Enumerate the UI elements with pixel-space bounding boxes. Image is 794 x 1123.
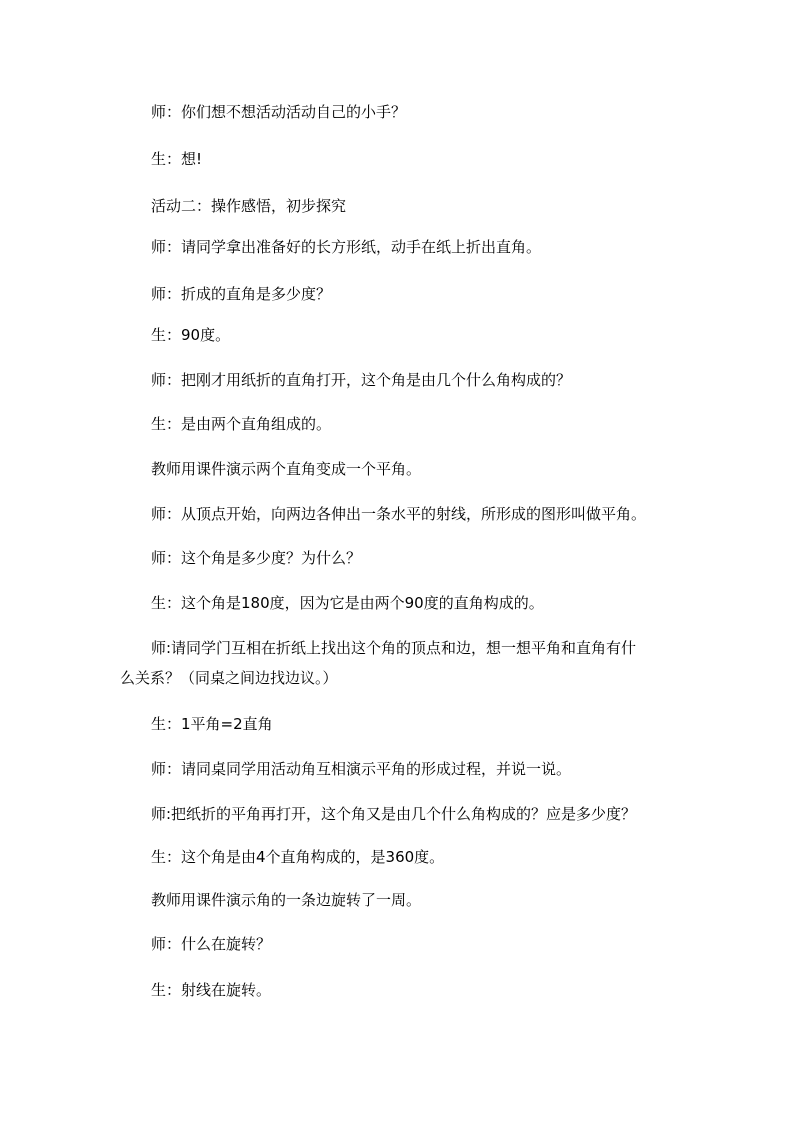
paragraph-line: 生：90度。 xyxy=(151,326,231,344)
paragraph-line: 生：1平角=2直角 xyxy=(151,715,273,733)
paragraph-line: 师：你们想不想活动活动自己的小手？ xyxy=(151,103,407,121)
paragraph-line: 教师用课件演示两个直角变成一个平角。 xyxy=(151,460,422,478)
paragraph-line: 生：这个角是180度，因为它是由两个90度的直角构成的。 xyxy=(151,594,544,612)
paragraph-line: 师:把纸折的平角再打开，这个角又是由几个什么角构成的？应是多少度？ xyxy=(151,805,637,823)
paragraph-line: 师：折成的直角是多少度？ xyxy=(151,285,332,303)
paragraph-line: 生：想! xyxy=(151,150,203,168)
paragraph-line: 师：从顶点开始，向两边各伸出一条水平的射线，所形成的图形叫做平角。 xyxy=(151,505,647,523)
section-heading: 活动二：操作感悟，初步探究 xyxy=(151,197,347,215)
paragraph-line: 师：请同学拿出准备好的长方形纸，动手在纸上折出直角。 xyxy=(151,238,542,256)
paragraph-line: 生：是由两个直角组成的。 xyxy=(151,415,332,433)
paragraph-line: 教师用课件演示角的一条边旋转了一周。 xyxy=(151,891,422,909)
paragraph-line: 生：这个角是由4个直角构成的，是360度。 xyxy=(151,848,445,866)
paragraph-line: 师：请同桌同学用活动角互相演示平角的形成过程，并说一说。 xyxy=(151,760,572,778)
paragraph-line: 师：把刚才用纸折的直角打开，这个角是由几个什么角构成的？ xyxy=(151,371,572,389)
paragraph-line: 生：射线在旋转。 xyxy=(151,981,272,999)
paragraph-line: 师:请同学门互相在折纸上找出这个角的顶点和边，想一想平角和直角有什 xyxy=(151,639,637,657)
paragraph-line-continuation: 么关系？（同桌之间边找边议。） xyxy=(120,669,338,687)
paragraph-line: 师：这个角是多少度？为什么？ xyxy=(151,549,362,567)
paragraph-line: 师：什么在旋转？ xyxy=(151,935,272,953)
